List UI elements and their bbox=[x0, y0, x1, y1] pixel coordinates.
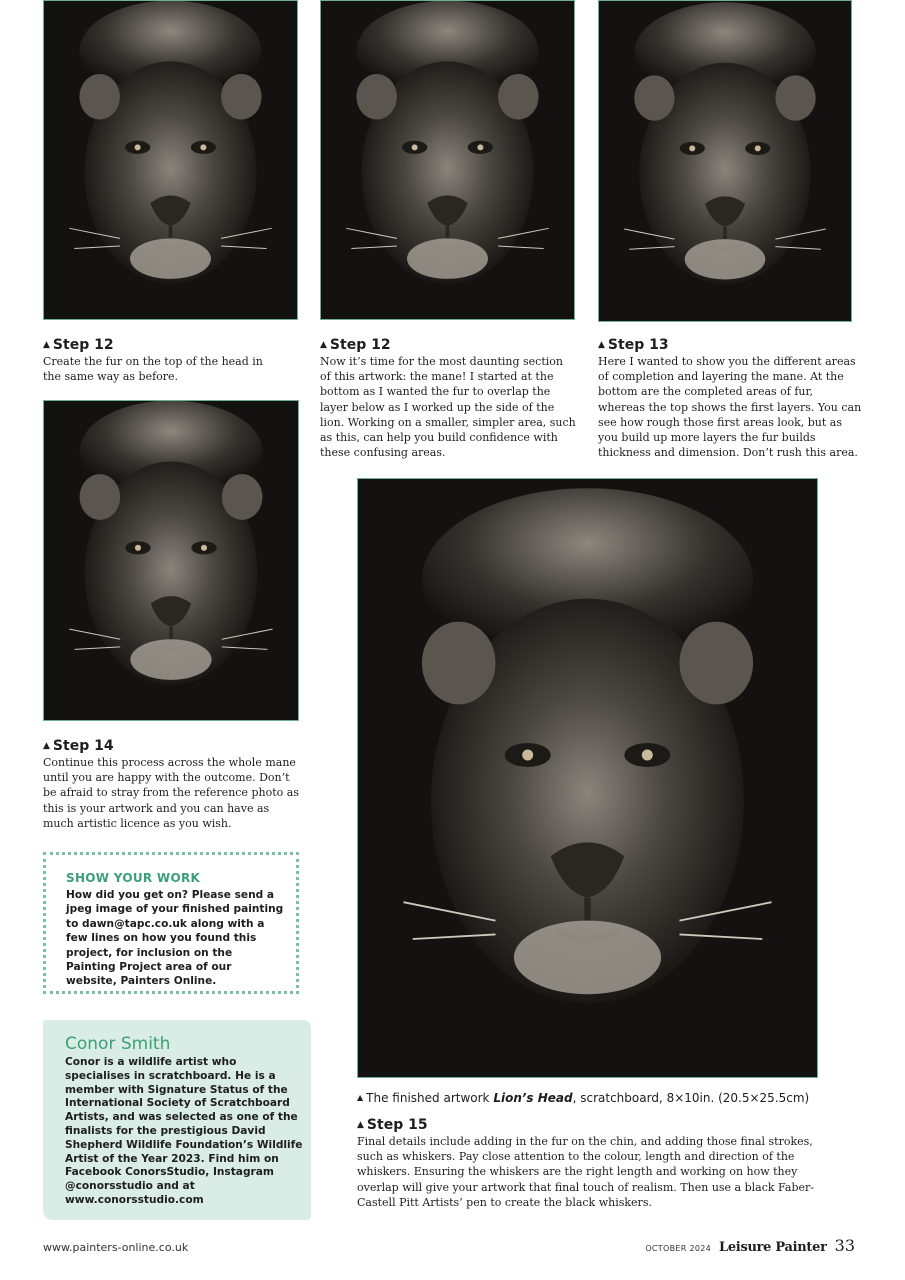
artist-bio-box bbox=[43, 1020, 311, 1220]
step-text: Here I wanted to show you the different areas of completion and layering the mane. At the bottom are the completed areas of fur, whereas the top shows the first layers. You can see how rough those first areas look, but as you build up more layers the fur builds thickness and dimension. Don’t rush this area. bbox=[598, 355, 862, 460]
show-your-work-title: SHOW YOUR WORK bbox=[66, 871, 201, 885]
step-title: ▲ Step 14 bbox=[43, 738, 114, 754]
step-text: Create the fur on the top of the head in the same way as before. bbox=[43, 355, 263, 384]
footer-right bbox=[645, 1236, 855, 1255]
artist-bio-text: Conor is a wildlife artist who specialises in scratchboard. He is a member with Signature Status of the International Society of Scratchboard Artists, and was selected as one of the finalists for the prestigious David Shepherd Wildlife Foundation’s Wildlife Artist of the Year 2023. Find him on Facebook ConorsStudio, Instagram @conorsstudio and at www.conorsstudio.com bbox=[65, 1056, 303, 1206]
step-14-caption bbox=[43, 738, 299, 831]
footer-date: OCTOBER 2024 bbox=[645, 1244, 711, 1253]
step-14-full-mane-image bbox=[43, 400, 299, 721]
artist-name: Conor Smith bbox=[65, 1034, 171, 1054]
step-12-head-fur-image bbox=[43, 0, 298, 320]
finished-artwork-caption: ▲ The finished artwork Lion’s Head, scratchboard, 8×10in. (20.5×25.5cm) bbox=[357, 1091, 810, 1105]
footer-website-url[interactable]: www.painters-online.co.uk bbox=[43, 1241, 189, 1254]
finished-artwork-image bbox=[357, 478, 818, 1078]
triangle-icon: ▲ bbox=[43, 741, 50, 751]
step-text: Final details include adding in the fur on the chin, and adding those final strokes, such as whiskers. Pay close attention to the colour, length and direction of the whiskers. Ensuring the whiskers are the right length and working on how they overlap will give your artwork that final touch of realism. Then use a black Faber-Castell Pitt Artists’ pen to create the black whiskers. bbox=[357, 1135, 815, 1209]
show-your-work-text: How did you get on? Please send a jpeg image of your finished painting to dawn@tapc.co.uk along with a few lines on how you found this project, for inclusion on the Painting Project area of our website, Painters Online. bbox=[66, 889, 284, 988]
show-your-work-box bbox=[43, 852, 299, 994]
step-title: ▲ Step 13 bbox=[598, 337, 669, 353]
magazine-logo: Leisure Painter bbox=[719, 1240, 827, 1255]
step-title: ▲ Step 15 bbox=[357, 1117, 428, 1133]
triangle-icon: ▲ bbox=[598, 340, 605, 350]
step-title: ▲ Step 12 bbox=[320, 337, 391, 353]
step-13-mane-layers-image bbox=[598, 0, 852, 322]
step-title: ▲ Step 12 bbox=[43, 337, 114, 353]
step-13-caption bbox=[598, 337, 862, 460]
page-number: 33 bbox=[834, 1236, 855, 1255]
triangle-icon: ▲ bbox=[320, 340, 327, 350]
artwork-title: Lion’s Head bbox=[493, 1091, 573, 1105]
step-12b-caption bbox=[320, 337, 576, 460]
step-text: Now it’s time for the most daunting section of this artwork: the mane! I started at the bottom as I wanted the fur to overlap the layer below as I worked up the side of the lion. Working on a smaller, simpler area, such as this, can help you build confidence with these confusing areas. bbox=[320, 355, 576, 460]
step-12-mane-image bbox=[320, 0, 575, 320]
step-text: Continue this process across the whole mane until you are happy with the outcome. Don’t be afraid to stray from the reference photo as this is your artwork and you can have as much artistic licence as you wish. bbox=[43, 756, 299, 830]
triangle-icon: ▲ bbox=[357, 1093, 364, 1102]
triangle-icon: ▲ bbox=[357, 1120, 364, 1130]
step-12a-caption bbox=[43, 337, 283, 384]
step-15-caption bbox=[357, 1117, 817, 1210]
triangle-icon: ▲ bbox=[43, 340, 50, 350]
